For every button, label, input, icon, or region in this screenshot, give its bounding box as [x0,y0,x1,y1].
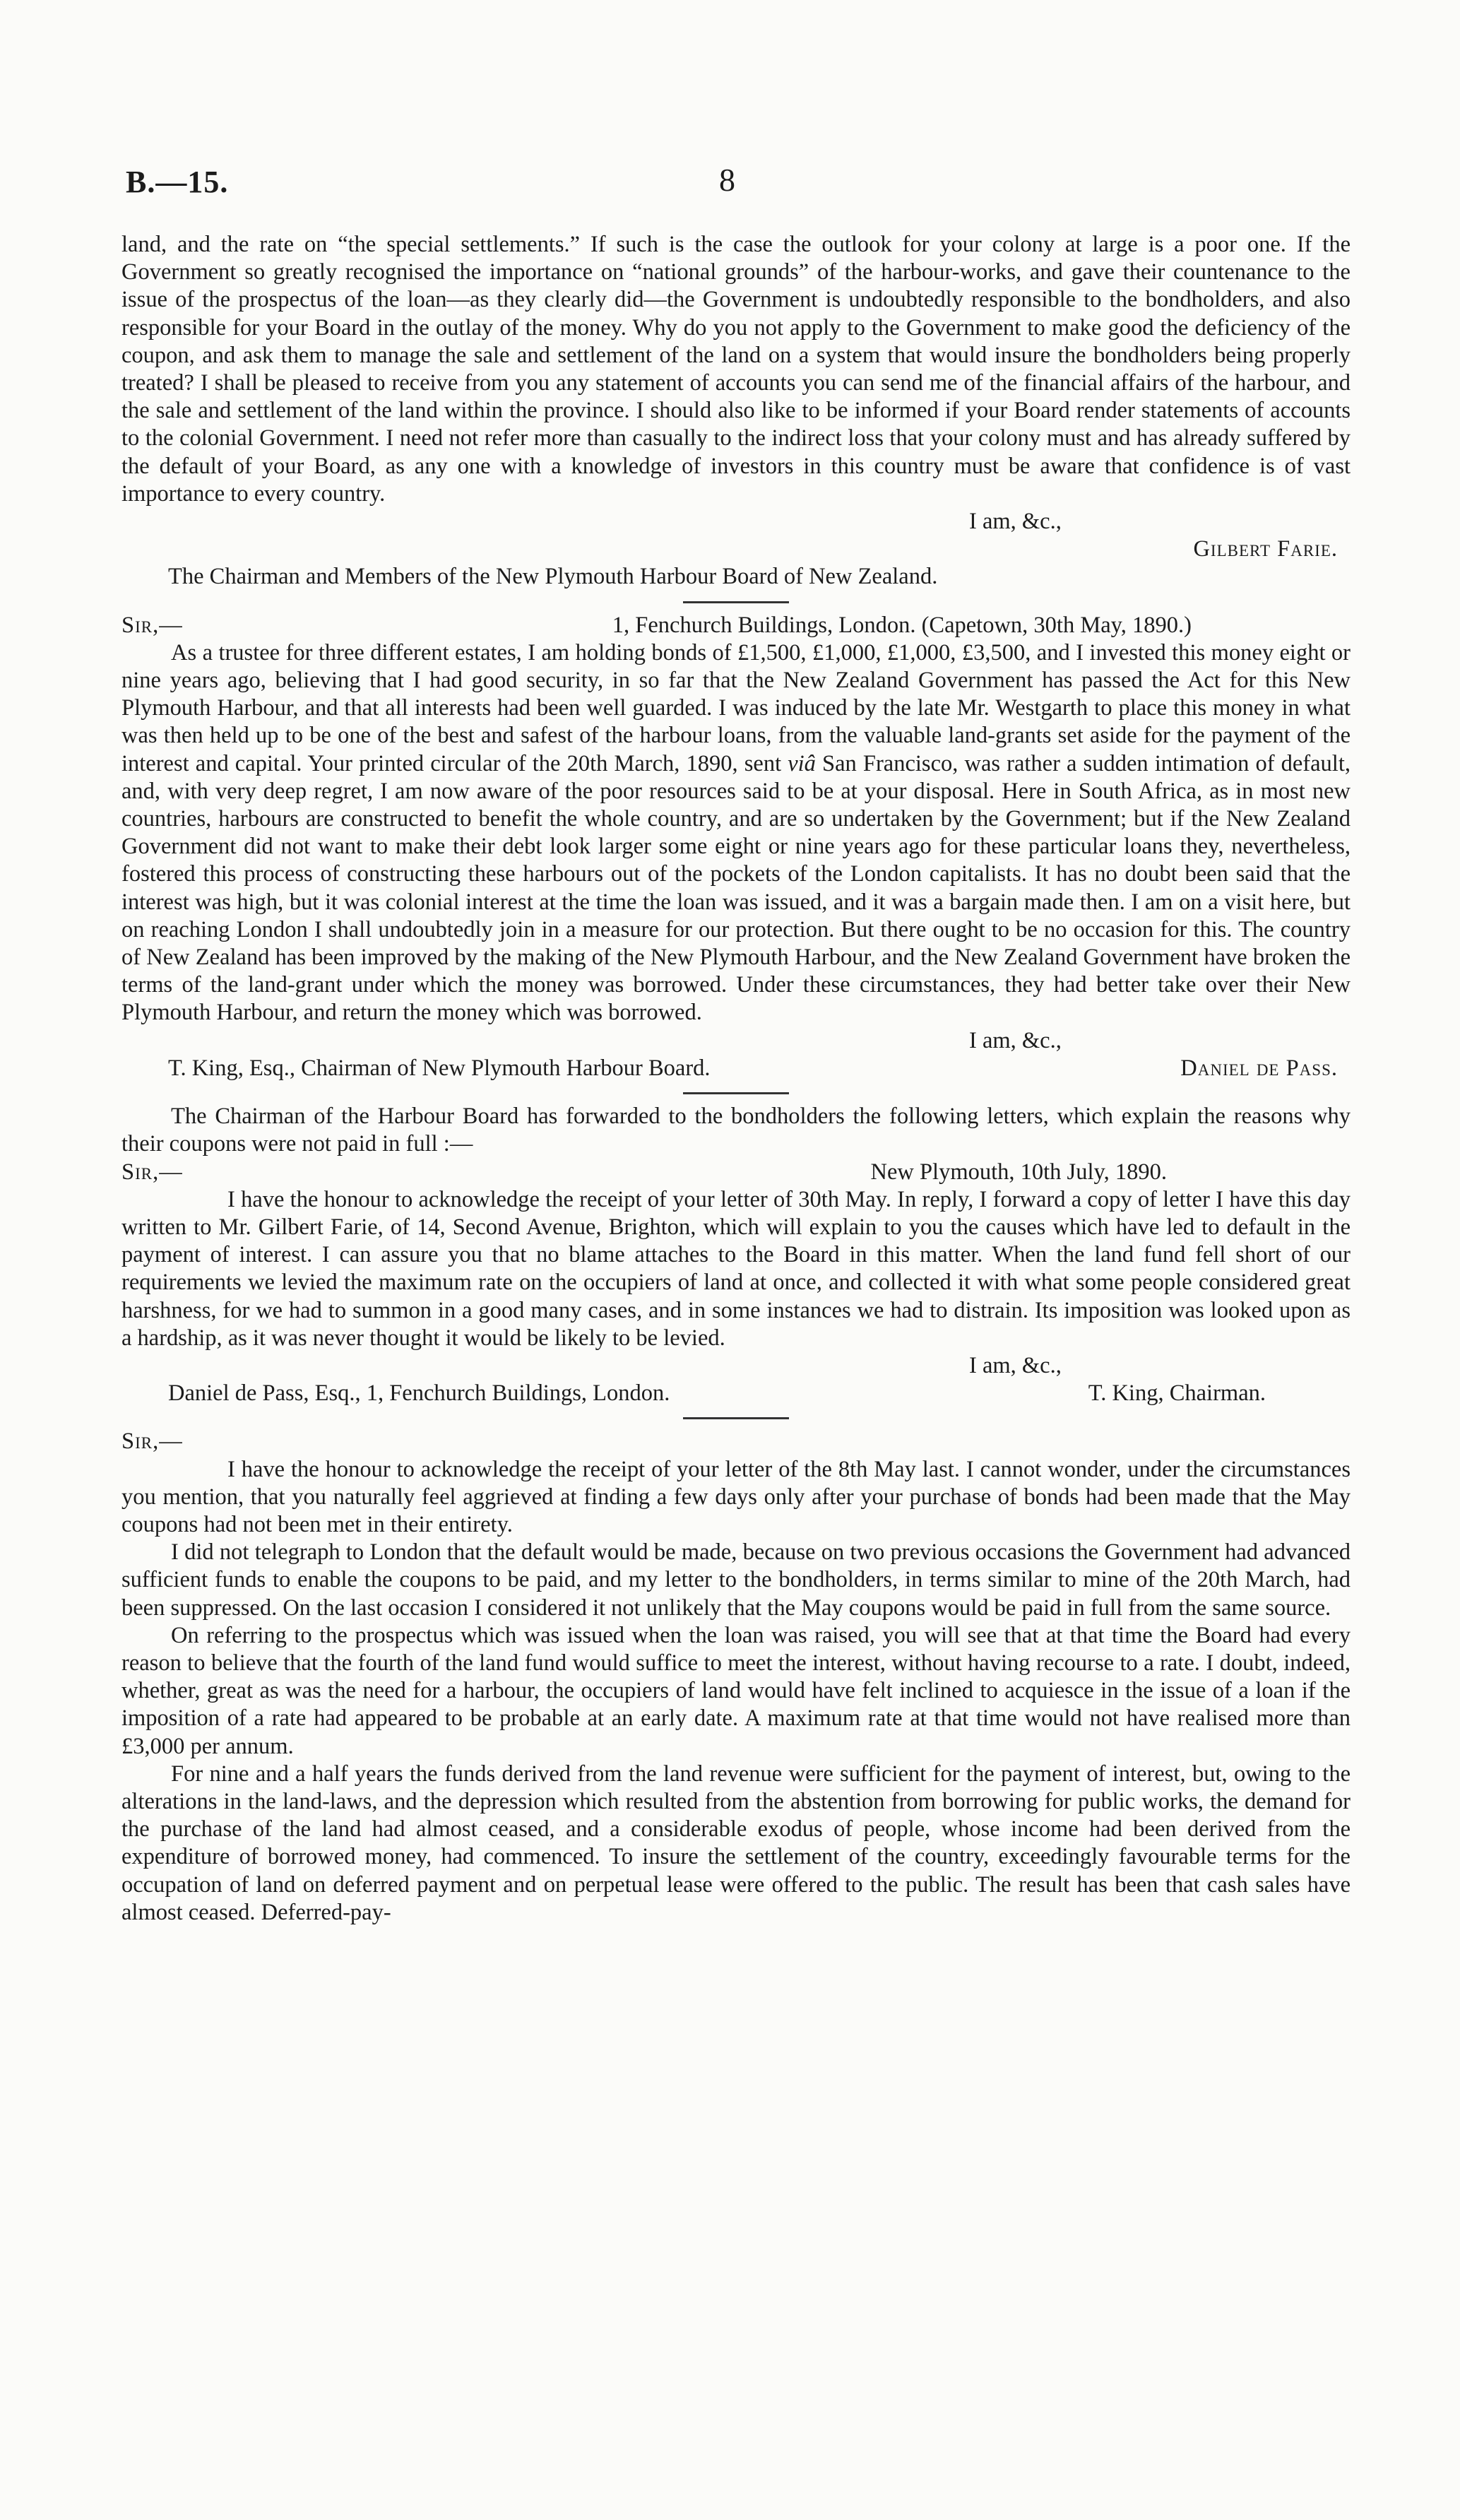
continuation-paragraph: land, and the rate on “the special settlements.” If such is the case the outlook for your colony at large is a poor one. If the Government so greatly recognised the importance on “national grounds” of the harbour-works, and gave their countenance to the issue of the prospectus of the loan—as they clearly did—the Government is undoubtedly responsible to the bondholders, and also responsible for your Board in the outlay of the money. Why do you not apply to the Government to make good the deficiency of the coupon, and ask them to manage the sale and settlement of the land on a system that would insure the bondholders being properly treated? I shall be pleased to receive from you any statement of accounts you can send me of the financial affairs of the harbour, and the sale and settlement of the land within the province. I should also like to be informed if your Board render statements of accounts to the colonial Government. I need not refer more than casually to the indirect loss that your colony must and has already suffered by the default of your Board, as any one with a knowledge of investors in this country must be aware that confidence is of vast importance to every country. [121,232,1351,507]
letter-body-de-pass: As a trustee for three different estates, I am holding bonds of £1,500, £1,000, £1,000, £3,500, and I invested this money eight or nine years ago, believing that I had good security, in so far that the New Zealand Government has passed the Act for this New Plymouth Harbour, and that all interests had been well guarded. I was induced by the late Mr. Westgarth to place this money in what was then held up to be one of the best and safest of the harbour loans, from the valuable land-grants set aside for the payment of the interest and capital. Your printed circular of the 20th March, 1890, sent viâ San Francisco, was rather a sudden intimation of default, and, with very deep regret, I am now aware of the poor resources said to be at your disposal. Here in South Africa, as in most new countries, harbours are constructed to benefit the whole country, and are so undertaken by the Government; but if the New Zealand Government did not want to make their debt look larger some eight or nine years ago for these particular loans they, nevertheless, fostered this process of constructing these harbours out of the pockets of the London capitalists. It has no doubt been said that the interest was high, but it was colonial interest at the time the loan was issued, and it was a bargain made then. I am on a visit here, but on reaching London I shall undoubtedly join in a measure for our protection. But there ought to be no occasion for this. The country of New Zealand has been improved by the making of the New Plymouth Harbour, and the New Zealand Government have broken the terms of the land-grant under which the money was borrowed. Under these circumstances, they had better take over their New Plymouth Harbour, and return the money which was borrowed. [121,639,1351,1026]
signature-farie: Gilbert Farie. [1193,536,1338,562]
signature-row-de-pass [121,1055,1351,1082]
body-text [121,231,1351,1927]
page-number: 8 [719,162,735,198]
letter-paragraph-1: I have the honour to acknowledge the receipt of your letter of the 8th May last. I cannot wonder, under the circumstances you mention, that you naturally feel aggrieved at finding a few days only after your purchase of bonds had been made that the May coupons had not been met in their entirety. [121,1456,1351,1537]
sender-address: 1, Fenchurch Buildings, London. (Capetown, 30th May, 1890.) [612,612,1192,638]
addressee-king-1: Daniel de Pass, Esq., 1, Fenchurch Buildings, London. [168,1380,670,1407]
letter-paragraph-3: On referring to the prospectus which was issued when the loan was raised, you will see that at that time the Board had every reason to believe that the fourth of the land fund would suffice to meet the interest, without having recourse to a rate. I doubt, indeed, whether, great as was the need for a harbour, the occupiers of land would have felt inclined to acquiesce in the issue of a loan if the imposition of a rate had appeared to be probable at an early date. A maximum rate at that time would not have realised more than £3,000 per annum. [121,1622,1351,1759]
section-divider [683,601,789,603]
letter-heading-de-pass [121,612,1351,639]
salutation: Sir,— [121,612,183,638]
signature-de-pass: Daniel de Pass. [1180,1055,1338,1081]
salutation: Sir,— [121,1159,183,1185]
letter-heading-king-1 [121,1159,1351,1186]
section-divider [683,1417,789,1419]
addressee-de-pass: T. King, Esq., Chairman of New Plymouth Harbour Board. [168,1055,711,1081]
letter-body-king-1: I have the honour to acknowledge the receipt of your letter of 30th May. In reply, I forward a copy of letter I have this day written to Mr. Gilbert Farie, of 14, Second Avenue, Brighton, which will explain to you the causes which have led to default in the payment of interest. I can assure you that no blame attaches to the Board in this matter. When the land fund fell short of our requirements we levied the maximum rate on the occupiers of land at once, and collected it with what some people considered great harshness, for we had to summon in a good many cases, and in some instances we had to distrain. Its imposition was looked upon as a hardship, as it was never thought it would be likely to be levied. [121,1186,1351,1351]
report-reference: B.—15. [126,165,229,199]
signature-king-1: T. King, Chairman. [1088,1380,1266,1407]
section-divider [683,1092,789,1094]
closing-farie: I am, &c., [969,509,1062,535]
signature-row-king-1 [121,1380,1351,1407]
intro-paragraph: The Chairman of the Harbour Board has forwarded to the bondholders the following letters, which explain the reasons why their coupons were not paid in full :— [121,1104,1351,1157]
closing-king-1: I am, &c., [969,1352,1062,1378]
letter-paragraph-4: For nine and a half years the funds derived from the land revenue were sufficient for the payment of interest, but, owing to the alterations in the land-laws, and the depression which resulted from the abstention from borrowing for public works, the demand for the purchase of the land had almost ceased, and a considerable exodus of people, whose income had been derived from the expenditure of borrowed money, had commenced. To insure the settlement of the country, exceedingly favourable terms for the occupation of land on deferred payment and on perpetual lease were offered to the public. The result has been that cash sales have almost ceased. Deferred-pay- [121,1761,1351,1925]
addressee-farie: The Chairman and Members of the New Plymouth Harbour Board of New Zealand. [168,564,938,590]
salutation-king-2: Sir,— [121,1428,183,1455]
letter-paragraph-2: I did not telegraph to London that the default would be made, because on two previous occasions the Government had advanced sufficient funds to enable the coupons to be paid, and my letter to the bondholders, in terms similar to mine of the 20th March, had been suppressed. On the last occasion I considered it not unlikely that the May coupons would be paid in full from the same source. [121,1539,1351,1621]
sender-address: New Plymouth, 10th July, 1890. [870,1159,1167,1185]
closing-de-pass: I am, &c., [969,1027,1062,1053]
